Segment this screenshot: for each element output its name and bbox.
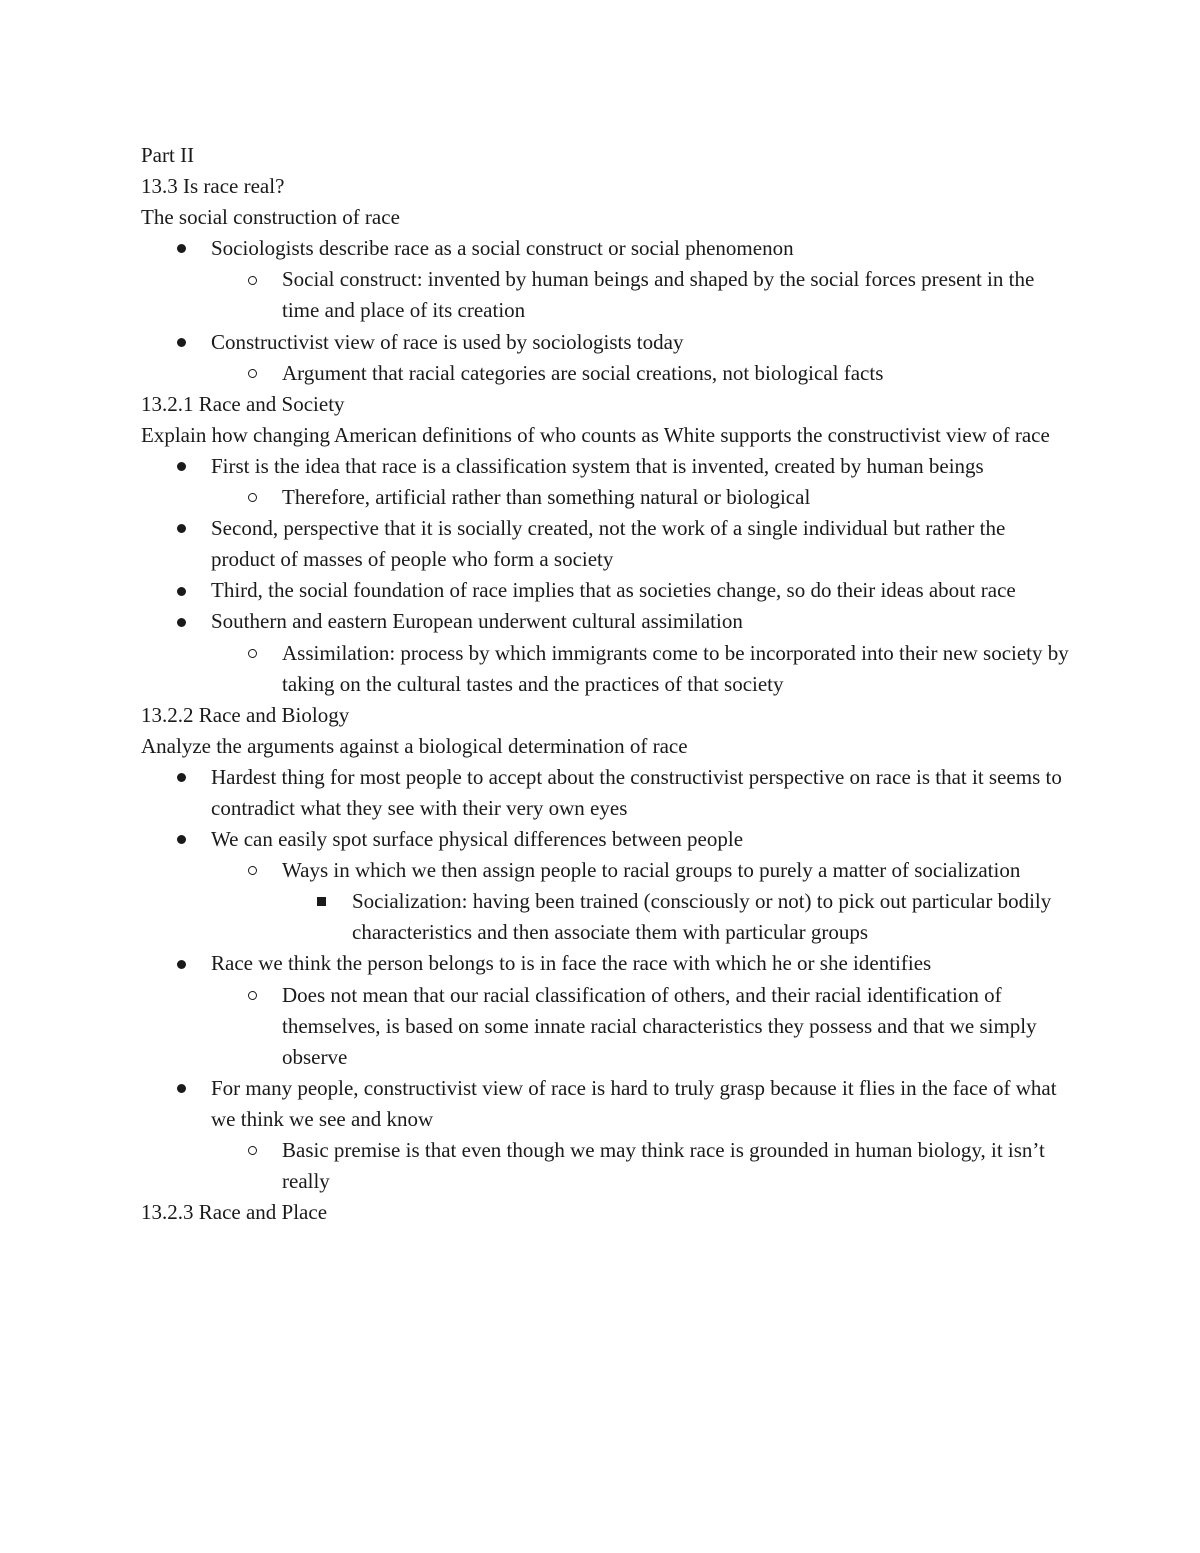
list-item: Race we think the person belongs to is in face the race with which he or she identifies: [141, 948, 1071, 979]
list-item: Hardest thing for most people to accept about the constructivist perspective on race is that it seems to contradict what they see with their very own eyes: [141, 762, 1071, 824]
list-item: Constructivist view of race is used by sociologists today: [141, 327, 1071, 358]
learning-objective: Explain how changing American definitions of who counts as White supports the constructivist view of race: [141, 422, 1050, 447]
list-item: Therefore, artificial rather than something natural or biological: [141, 482, 1071, 513]
bullet-circle-icon: [248, 855, 257, 886]
bullet-dot-icon: [177, 233, 186, 264]
list-item: Socialization: having been trained (consciously or not) to pick out particular bodily characteristics and then associate them with particular groups: [141, 886, 1071, 948]
document-body: [141, 140, 1071, 1228]
list-item: Assimilation: process by which immigrants come to be incorporated into their new society by taking on the cultural tastes and the practices of that society: [141, 638, 1071, 700]
list-item: Ways in which we then assign people to racial groups to purely a matter of socialization: [141, 855, 1071, 886]
list-item: Does not mean that our racial classification of others, and their racial identification of themselves, is based on some innate racial characteristics they possess and that we simply observe: [141, 980, 1071, 1073]
list-item: We can easily spot surface physical differences between people: [141, 824, 1071, 855]
bullet-circle-icon: [248, 1135, 257, 1166]
list-item: Third, the social foundation of race implies that as societies change, so do their ideas about race: [141, 575, 1071, 606]
bullet-dot-icon: [177, 824, 186, 855]
bullet-circle-icon: [248, 264, 257, 295]
section-heading: 13.2.2 Race and Biology: [141, 702, 350, 727]
bullet-dot-icon: [177, 762, 186, 793]
list-item: Basic premise is that even though we may think race is grounded in human biology, it isn’t really: [141, 1135, 1071, 1197]
bullet-circle-icon: [248, 482, 257, 513]
bullet-dot-icon: [177, 1073, 186, 1104]
bullet-dot-icon: [177, 606, 186, 637]
bullet-circle-icon: [248, 638, 257, 669]
bullet-circle-icon: [248, 980, 257, 1011]
bullet-circle-icon: [248, 358, 257, 389]
list-item: Social construct: invented by human beings and shaped by the social forces present in the time and place of its creation: [141, 264, 1071, 326]
section-heading: 13.2.3 Race and Place: [141, 1200, 328, 1225]
list-item: First is the idea that race is a classification system that is invented, created by human beings: [141, 451, 1071, 482]
subsection-title: The social construction of race: [141, 205, 400, 230]
list-item: Sociologists describe race as a social construct or social phenomenon: [141, 233, 1071, 264]
bullet-dot-icon: [177, 575, 186, 606]
list-item: Second, perspective that it is socially created, not the work of a single individual but rather the product of masses of people who form a society: [141, 513, 1071, 575]
list-item: For many people, constructivist view of race is hard to truly grasp because it flies in the face of what we think we see and know: [141, 1073, 1071, 1135]
bullet-dot-icon: [177, 327, 186, 358]
bullet-dot-icon: [177, 513, 186, 544]
bullet-dot-icon: [177, 451, 186, 482]
section-heading: 13.3 Is race real?: [141, 174, 285, 199]
bullet-dot-icon: [177, 948, 186, 979]
list-item: Argument that racial categories are social creations, not biological facts: [141, 358, 1071, 389]
list-item: Southern and eastern European underwent cultural assimilation: [141, 606, 1071, 637]
section-heading: 13.2.1 Race and Society: [141, 391, 345, 416]
learning-objective: Analyze the arguments against a biological determination of race: [141, 733, 688, 758]
bullet-square-icon: [317, 886, 326, 917]
part-title: Part II: [141, 143, 195, 167]
